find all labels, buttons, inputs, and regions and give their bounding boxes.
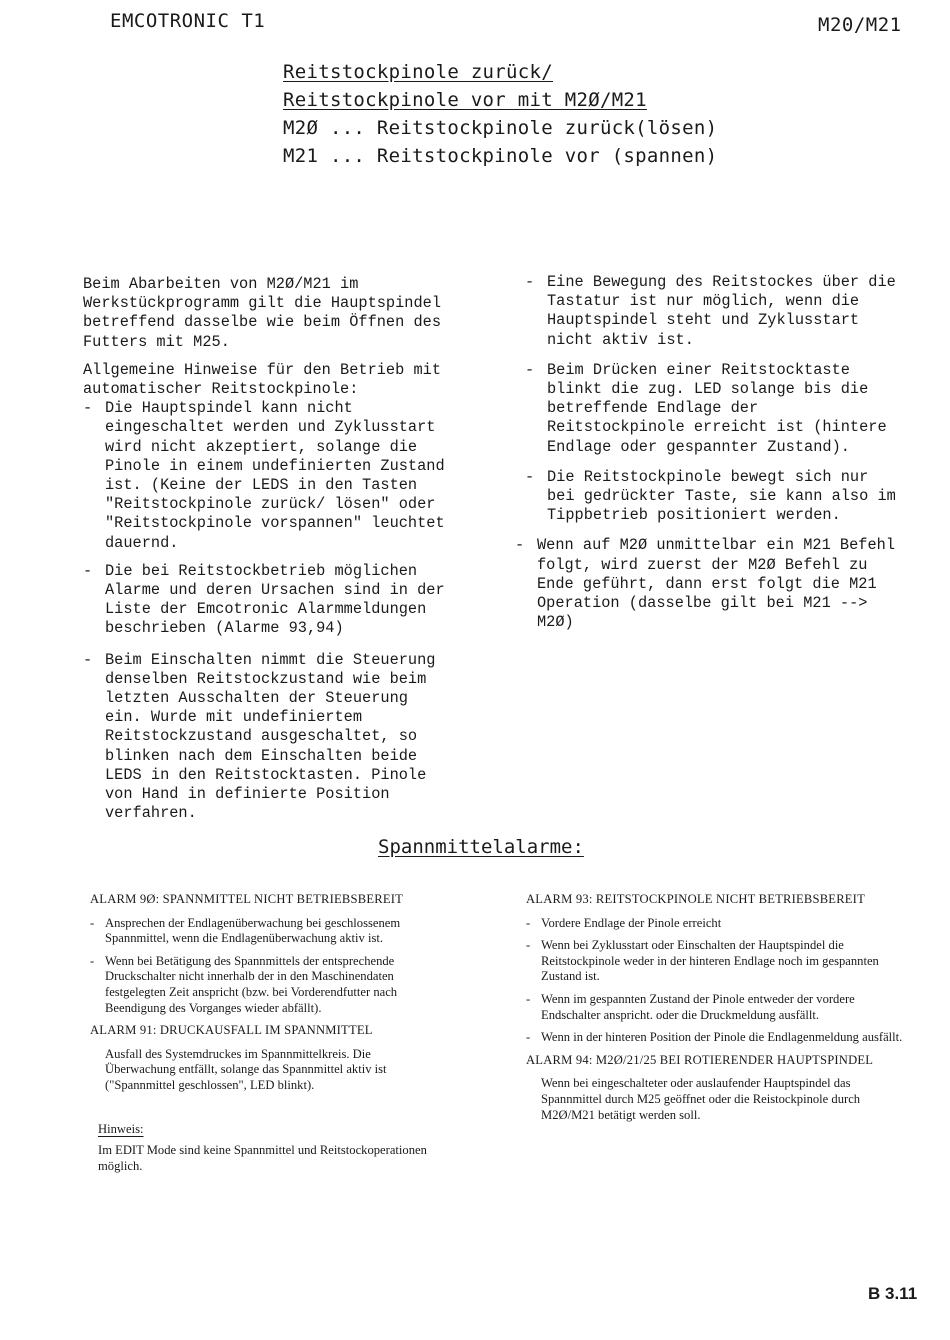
title-line-2: Reitstockpinole vor mit M2Ø/M21 [283,89,647,111]
document-header-left: EMCOTRONIC T1 [110,10,266,32]
alarm-94-text: Wenn bei eingeschalteter oder auslaufender Hauptspindel das Spannmittel durch M25 geöffnet oder die Reistockpinole durch M2Ø/M21 betätigt werden soll. [541,1076,861,1122]
dash-bullet: - [526,915,531,930]
list-item [526,1030,904,1046]
list-item [526,938,904,985]
dash-bullet: - [525,273,535,291]
dash-bullet: - [83,561,93,580]
alarm-91-text: Ausfall des Systemdruckes im Spannmittelkreis. Die Überwachung entfällt, solange das Spannmittel aktiv ist ("Spannmittel geschlossen", LED blinkt). [105,1046,387,1092]
list-item-text: Beim Einschalten nimmt die Steuerung denselben Reitstockzustand wie beim letzten Ausschalten der Steuerung ein. Wurde mit undefiniertem Reitstockzustand ausgeschaltet, so blinken nach dem Einschalten beide LEDS in den Reitstocktasten. Pinole von Hand in definierte Position verfahren. [105,650,436,823]
title-line-1: Reitstockpinole zurück/ [283,61,553,83]
list-item [526,992,904,1023]
dash-bullet: - [526,991,531,1006]
dash-bullet: - [83,650,93,669]
intro-paragraph: Beim Abarbeiten von M2Ø/M21 im Werkstückprogramm gilt die Hauptspindel betreffend dasselbe wie beim Öffnen des Futters mit M25. [83,275,442,351]
list-item-text: Vordere Endlage der Pinole erreicht [541,915,722,930]
list-item [90,916,442,947]
list-item-text: Die Hauptspindel kann nicht eingeschaltet werden und Zyklusstart wird nicht akzeptiert, solange die Pinole in einem undefinierten Zustand ist. (Keine der LEDS in den Tasten "Reitstockpinole zurück/ lösen" oder "Reitstockpinole vorspannen" leuchtet dauernd. [105,399,445,552]
alarm-94-heading: ALARM 94: M2Ø/21/25 BEI ROTIERENDER HAUPTSPINDEL [526,1052,874,1067]
dash-bullet: - [90,915,95,930]
right-column [515,273,903,643]
hint-text: Im EDIT Mode sind keine Spannmittel und Reitstockoperationen möglich. [98,1143,427,1173]
list-item-text: Die bei Reitstockbetrieb möglichen Alarme und deren Ursachen sind in der Liste der Emcotronic Alarmmeldungen beschrieben (Alarme 93,94) [105,561,445,638]
dash-bullet: - [526,938,531,953]
dash-bullet: - [525,467,535,486]
hint-heading: Hinweis: [98,1121,144,1136]
list-item [525,468,903,526]
list-item-text: Wenn bei Zyklusstart oder Einschalten der Hauptspindel die Reitstockpinole weder in der hinteren Endlage noch im gespannten Zustand ist. [541,938,879,984]
page-number: B 3.11 [868,1284,918,1303]
alarms-right-column [526,892,904,1135]
general-notes-heading: Allgemeine Hinweise für den Betrieb mit automatischer Reitstockpinole: [83,360,442,399]
list-item-text: Ansprechen der Endlagenüberwachung bei geschlossenem Spannmittel, wenn die Endlagenüberwachung aktiv ist. [105,915,401,946]
list-item [515,536,903,632]
dash-bullet: - [83,399,93,418]
list-item-text: Wenn im gespannten Zustand der Pinole entweder der vordere Endschalter anspricht. oder die Druckmeldung ausfällt. [541,991,855,1022]
section-title: Spannmittelalarme: [378,836,584,858]
document-header-right: M20/M21 [818,14,902,36]
alarm-93-heading: ALARM 93: REITSTOCKPINOLE NICHT BETRIEBSBEREIT [526,892,865,906]
list-item [83,399,448,553]
dash-bullet: - [526,1030,531,1045]
dash-bullet: - [525,360,535,379]
dash-bullet: - [90,953,95,968]
list-item-text: Beim Drücken einer Reitstocktaste blinkt die zug. LED solange bis die betreffende Endlage der Reitstockpinole erreicht ist (hintere Endlage oder gespannter Zustand). [547,360,887,456]
list-item [526,916,904,932]
list-item-text: Wenn bei Betätigung des Spannmittels der entsprechende Druckschalter nicht innerhalb der in den Maschinendaten festgelegten Zeit anspricht (bzw. bei Vorderendfutter nach Beendigung des Vorganges wieder abfällt). [105,953,398,1015]
list-item [525,361,903,457]
list-item [525,273,903,350]
dash-bullet: - [515,536,525,555]
list-item [90,954,442,1016]
title-line-4: M21 ... Reitstockpinole vor (spannen) [283,145,718,167]
title-line-3: M2Ø ... Reitstockpinole zurück(lösen) [283,117,718,139]
list-item-text: Wenn auf M2Ø unmittelbar ein M21 Befehl folgt, wird zuerst der M2Ø Befehl zu Ende geführt, dann erst folgt die M21 Operation (dasselbe gilt bei M21 --> M2Ø) [537,536,896,632]
alarm-91-heading: ALARM 91: DRUCKAUSFALL IM SPANNMITTEL [90,1023,373,1038]
left-column [83,275,448,832]
alarms-left-column [90,892,442,1174]
list-item-text: Wenn in der hinteren Position der Pinole die Endlagenmeldung ausfällt. [541,1030,903,1045]
list-item-text: Eine Bewegung des Reitstockes über die Tastatur ist nur möglich, wenn die Hauptspindel steht und Zyklusstart nicht aktiv ist. [547,273,896,349]
alarm-90-heading: ALARM 9Ø: SPANNMITTEL NICHT BETRIEBSBEREIT [90,892,403,906]
list-item [83,651,448,824]
list-item-text: Die Reitstockpinole bewegt sich nur bei gedrückter Taste, sie kann also im Tippbetrieb positioniert werden. [547,467,896,525]
list-item [83,562,448,639]
title-block [283,58,717,170]
